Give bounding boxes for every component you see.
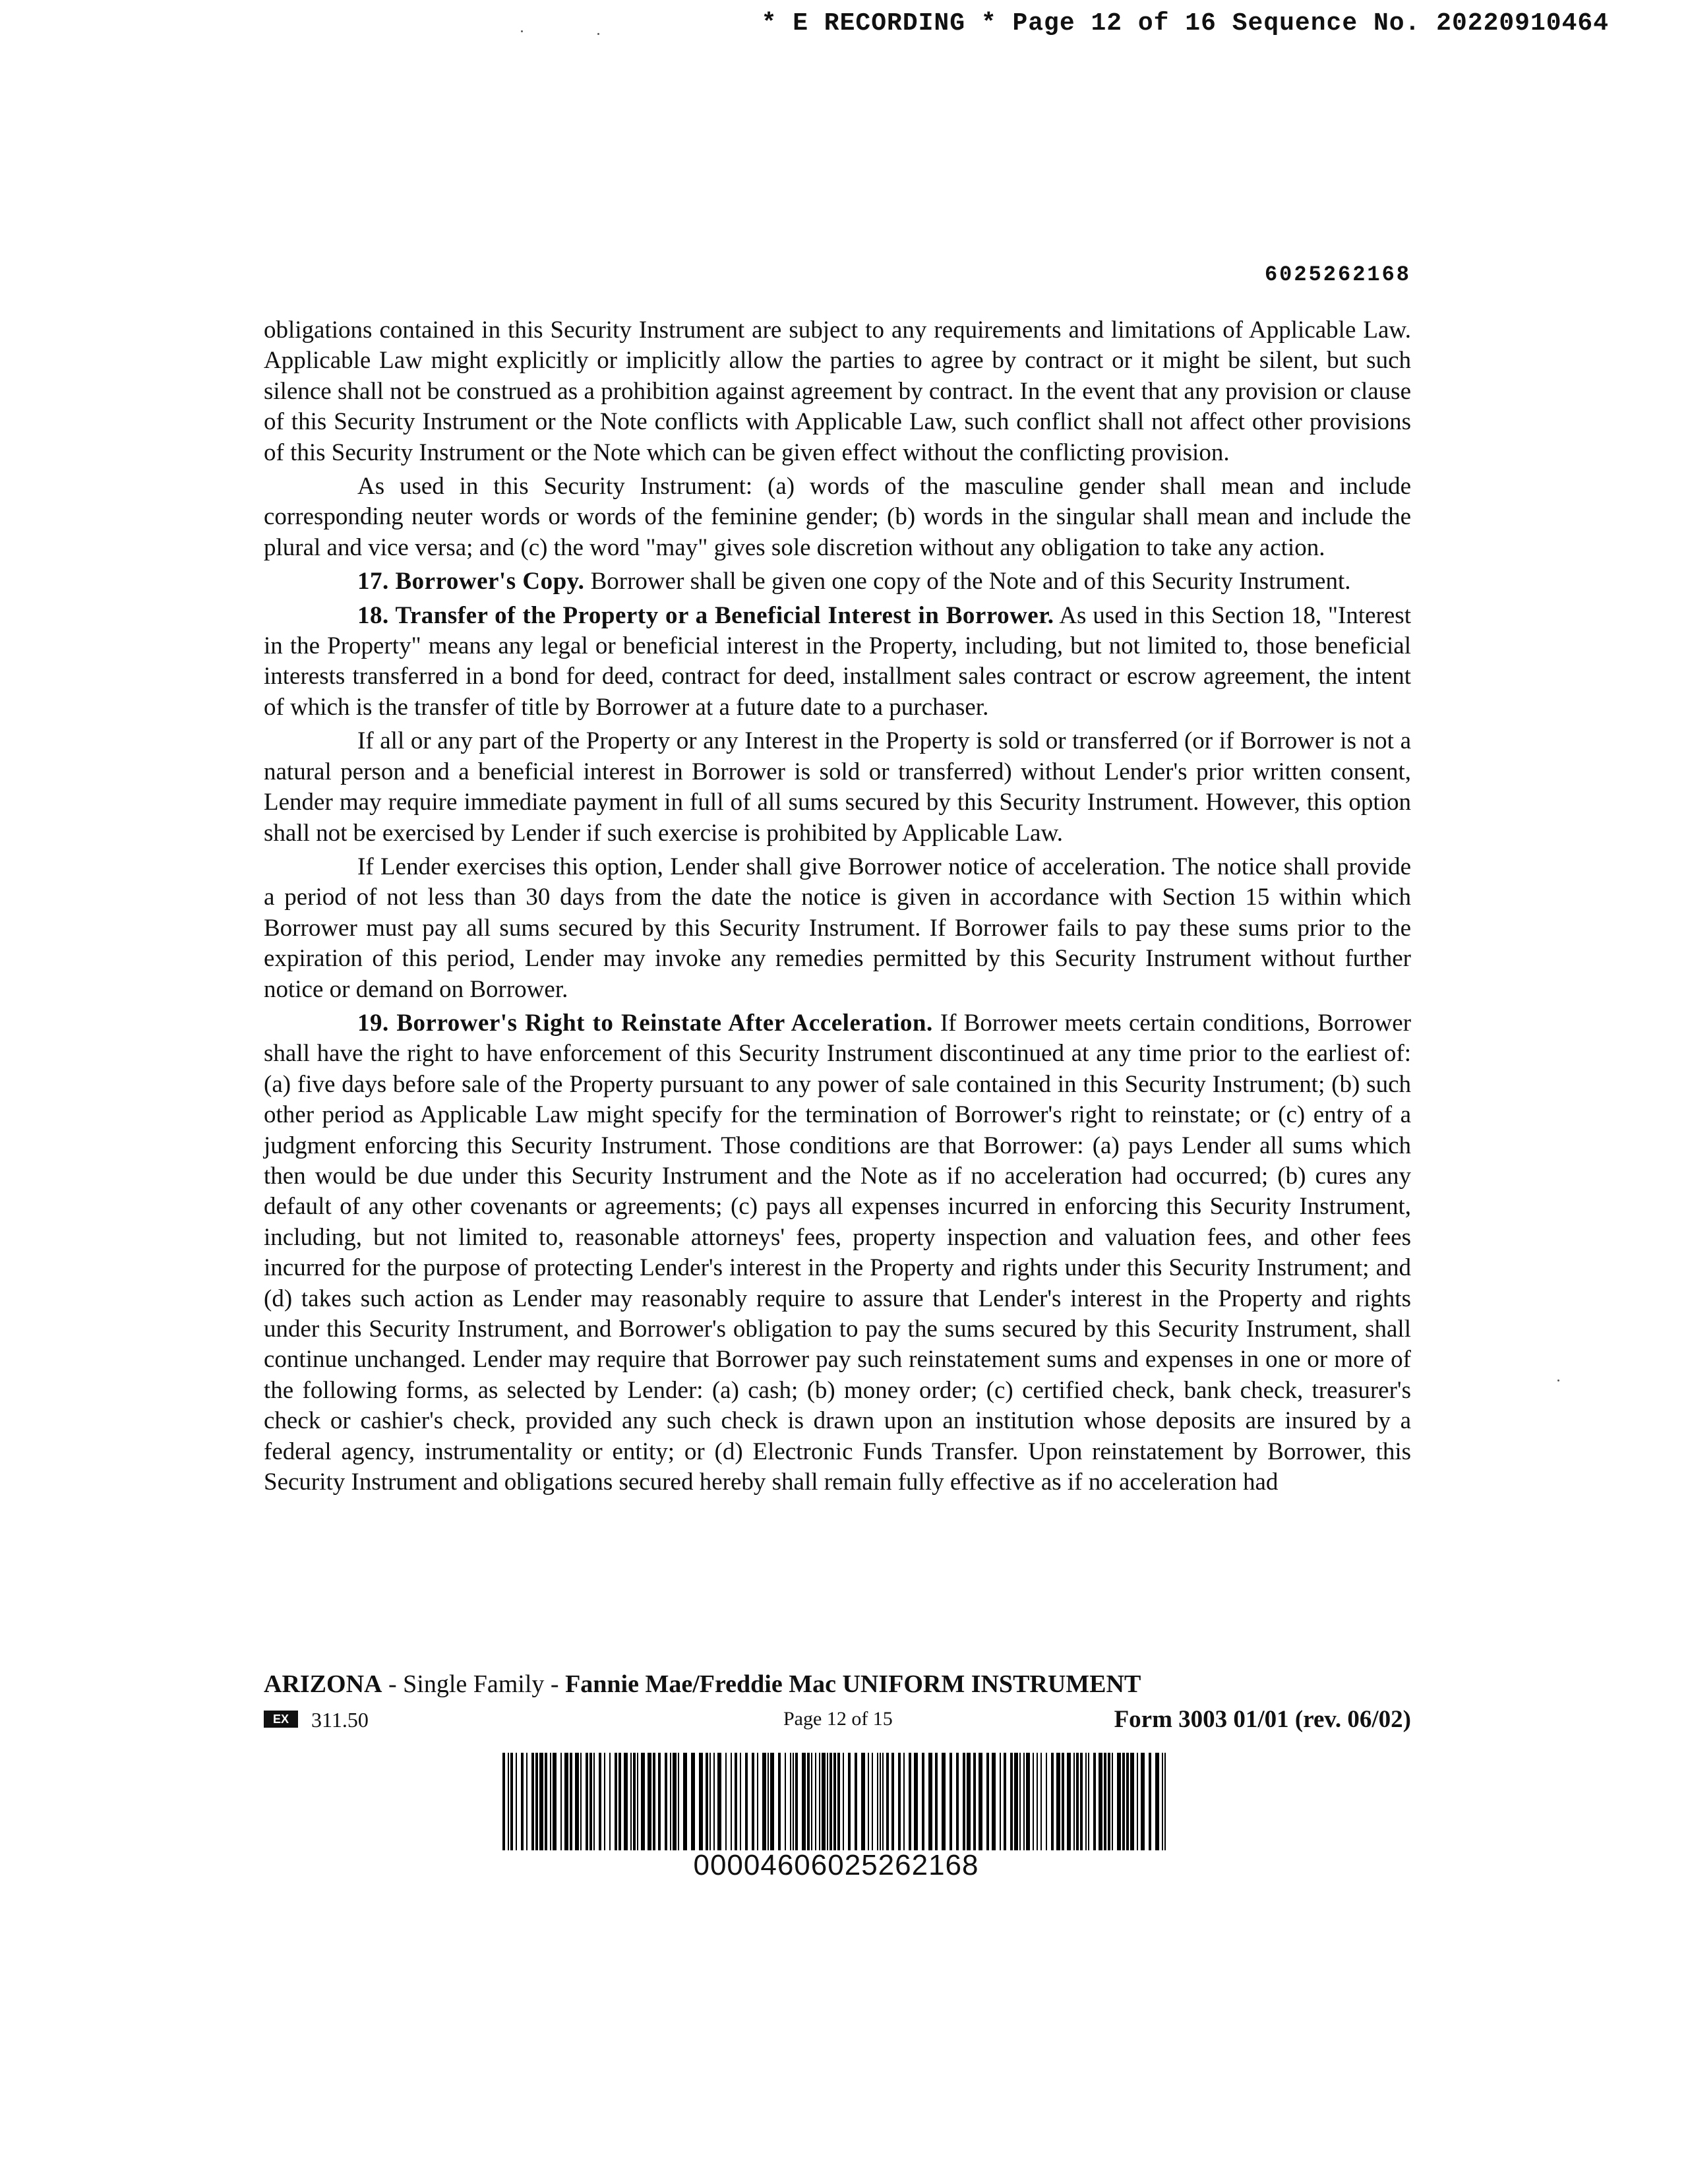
page-number: Page 12 of 15 (783, 1708, 893, 1730)
form-code: 311.50 (311, 1708, 369, 1732)
section-heading: 19. Borrower's Right to Reinstate After Acceleration. (357, 1009, 933, 1037)
barcode-number: 00004606025262168 (693, 1849, 979, 1881)
paragraph (264, 726, 1411, 849)
document-body (264, 315, 1411, 1501)
form-footer (264, 1705, 1411, 1734)
form-state: ARIZONA (264, 1670, 382, 1698)
paragraph (264, 852, 1411, 1005)
section-18 (264, 601, 1411, 723)
paragraph-text: If Borrower meets certain conditions, Borrower shall have the right to have enforcement of this Security Instrument discontinued at any time prior to the earliest of: (a) five days before sale of the Property pursuant to any power of sale contained in this Security Instrument; (b) such other period as Applicable Law might specify for the termination of Borrower's right to reinstate; or (c) entry of a judgment enforcing this Security Instrument. Those conditions are that Borrower: (a) pays Lender all sums which then would be due under this Security Instrument and the Note as if no acceleration had occurred; (b) cures any default of any other covenants or agreements; (c) pays all expenses incurred in enforcing this Security Instrument, including, but not limited to, reasonable attorneys' fees, property inspection and valuation fees, and other fees incurred for the purpose of protecting Lender's interest in the Property and rights under this Security Instrument; and (d) takes such action as Lender may reasonably require to assure that Lender's interest in the Property and rights under this Security Instrument, and Borrower's obligation to pay the sums secured by this Security Instrument, shall continue unchanged. Lender may require that Borrower pay such reinstatement sums and expenses in one or more of the following forms, as selected by Lender: (a) cash; (b) money order; (c) certified check, bank check, treasurer's check or cashier's check, provided any such check is drawn upon an institution whose deposits are insured by a federal agency, instrumentality or entity; or (d) Electronic Funds Transfer. Upon reinstatement by Borrower, this Security Instrument and obligations secured hereby shall remain fully effective as if no acceleration had (264, 1009, 1412, 1496)
recording-header: * E RECORDING * Page 12 of 16 Sequence No. 20220910464 (761, 9, 1609, 38)
form-instrument: Fannie Mae/Freddie Mac UNIFORM INSTRUMENT (565, 1670, 1141, 1698)
section-heading: 18. Transfer of the Property or a Beneficial Interest in Borrower. (357, 601, 1054, 629)
section-heading: 17. Borrower's Copy. (357, 568, 585, 595)
paragraph-text: If Lender exercises this option, Lender shall give Borrower notice of acceleration. The notice shall provide a period of not less than 30 days from the date the notice is given in accordance with Section 15 within which Borrower must pay all sums secured by this Security Instrument. If Borrower fails to pay these sums prior to the expiration of this period, Lender may invoke any remedies permitted by this Security Instrument without further notice or demand on Borrower. (264, 853, 1411, 1003)
paragraph-text: obligations contained in this Security Instrument are subject to any requirements and limitations of Applicable Law. Applicable Law might explicitly or implicitly allow the parties to agree by contract or it might be silent, but such silence shall not be construed as a prohibition against agreement by contract. In the event that any provision or clause of this Security Instrument or the Note conflicts with Applicable Law, such conflict shall not affect other provisions of this Security Instrument or the Note which can be given effect without the conflicting provision. (264, 317, 1411, 466)
paragraph (264, 471, 1411, 563)
section-19 (264, 1008, 1411, 1498)
paragraph-text: As used in this Section 18, "Interest in the Property" means any legal or beneficial interest in the Property, including, but not limited to, those beneficial interests transferred in a bond for deed, contract for deed, installment sales contract or escrow agreement, the intent of which is the transfer of title by Borrower at a future date to a purchaser. (264, 601, 1411, 721)
form-family: Single Family (403, 1670, 545, 1698)
form-number: Form 3003 01/01 (rev. 06/02) (1114, 1706, 1411, 1733)
paragraph (264, 315, 1411, 468)
scan-speck (1557, 1380, 1559, 1381)
ex-logo-icon: EX (264, 1711, 298, 1728)
form-title (264, 1670, 1141, 1699)
section-17 (264, 566, 1411, 597)
paragraph-text: As used in this Security Instrument: (a) words of the masculine gender shall mean and include corresponding neuter words or words of the feminine gender; (b) words in the singular shall mean and include the plural and vice versa; and (c) the word "may" gives sole discretion without any obligation to take any action. (264, 473, 1411, 561)
scan-speck (521, 30, 523, 32)
form-separator: - (544, 1670, 566, 1698)
paragraph-text: Borrower shall be given one copy of the Note and of this Security Instrument. (590, 568, 1351, 595)
paragraph-text: If all or any part of the Property or any Interest in the Property is sold or transferred (or if Borrower is not a natural person and a beneficial interest in Borrower is sold or transferred) without Lender's prior written consent, Lender may require immediate payment in full of all sums secured by this Security Instrument. However, this option shall not be exercised by Lender if such exercise is prohibited by Applicable Law. (264, 727, 1411, 847)
barcode-icon (500, 1753, 1172, 1850)
loan-number: 6025262168 (1264, 262, 1411, 287)
scan-speck (597, 33, 599, 35)
form-separator: - (382, 1670, 404, 1698)
